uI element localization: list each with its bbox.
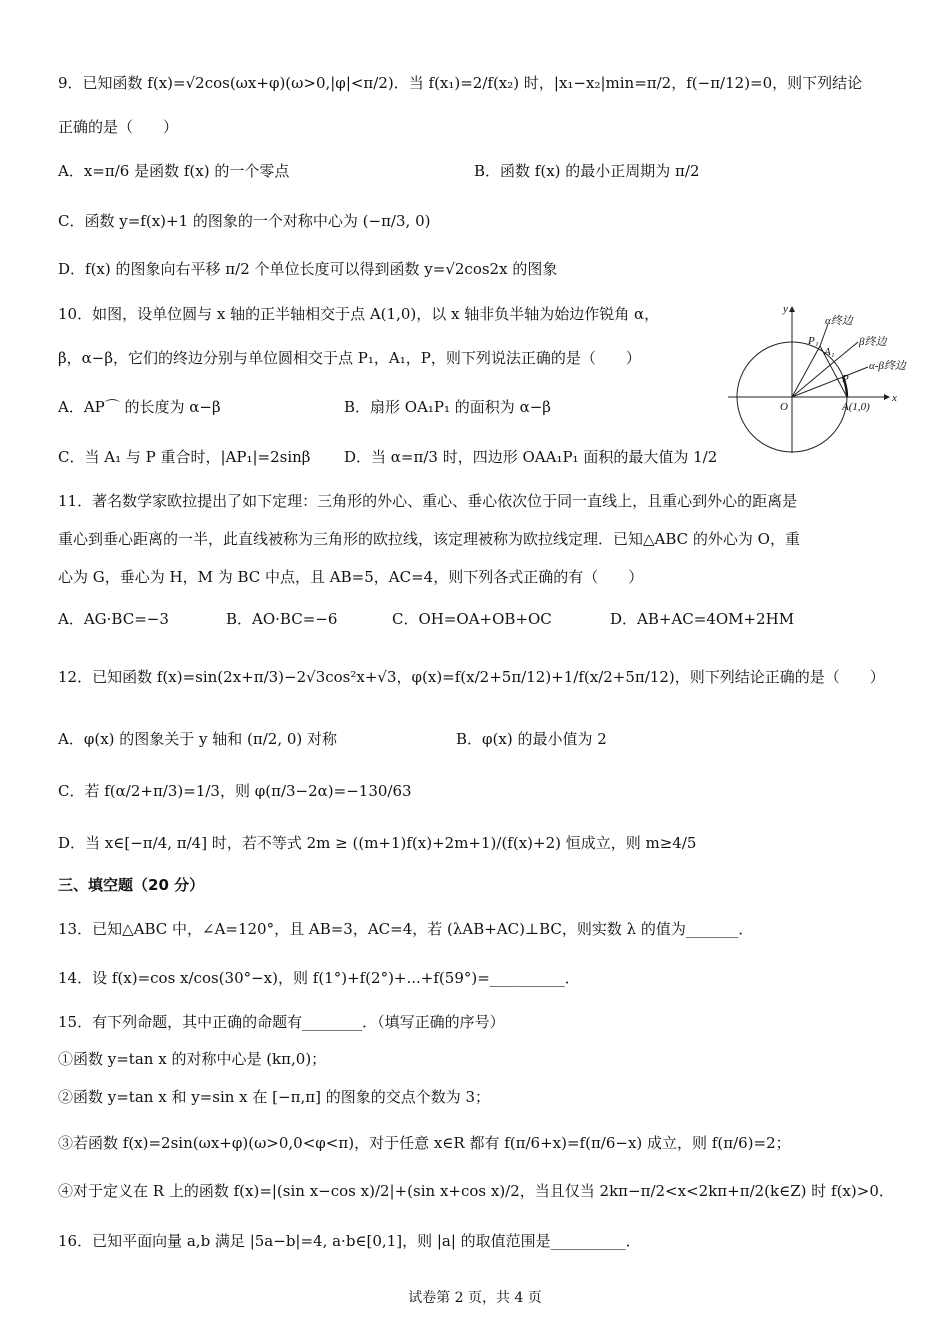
beta-ray-ext [835,342,858,361]
q9-option-b: B．函数 f(x) 的最小正周期为 π/2 [474,162,700,180]
q11-option-c: C．OH=OA+OB+OC [392,610,552,628]
fig-origin-label: O [780,401,788,413]
fig-p1-label: P₁ [808,335,819,347]
q10-stem-line1: 10．如图，设单位圆与 x 轴的正半轴相交于点 A(1,0)，以 x 轴非负半轴为始边作锐角 α， [58,305,660,323]
q14: 14．设 f(x)=cos x/cos(30°−x)，则 f(1°)+f(2°)+...+f(59°)=__________． [58,969,580,987]
fig-p-label: P [842,373,849,385]
q10-option-a: A．AP⌒ 的长度为 α−β [58,398,221,416]
q11-line2: 重心到垂心距离的一半，此直线被称为三角形的欧拉线，该定理被称为欧拉线定理．已知△ABC 的外心为 O，重 [58,530,800,548]
fig-ab-side-label: α-β终边 [869,360,906,372]
x-axis-arrow-icon [884,394,890,400]
alpha-ray-ext [820,324,828,346]
q15-proposition-2: ②函数 y=tan x 和 y=sin x 在 [−π,π] 的图象的交点个数为 3； [58,1088,491,1106]
q9-option-d: D．f(x) 的图象向右平移 π/2 个单位长度可以得到函数 y=√2cos2x 的图象 [58,260,558,278]
fig-y-label: y [783,303,788,315]
y-axis-arrow-icon [789,306,795,312]
fig-alpha-side-label: α终边 [825,315,853,327]
unit-circle-figure [728,298,913,458]
q12-option-d: D．当 x∈[−π/4, π/4] 时，若不等式 2m ≥ ((m+1)f(x)+2m+1)/(f(x)+2) 恒成立，则 m≥4/5 [58,834,697,852]
fig-point-a-label: A(1,0) [842,401,870,413]
section-fill-in-heading: 三、填空题（20 分） [58,876,205,894]
q12-option-c: C．若 f(α/2+π/3)=1/3，则 φ(π/3−2α)=−130/63 [58,782,412,800]
q11-option-d: D．AB+AC=4OM+2HM [610,610,795,628]
q9-option-c: C．函数 y=f(x)+1 的图象的一个对称中心为 (−π/3, 0) [58,212,431,230]
q12-option-a: A．φ(x) 的图象关于 y 轴和 (π/2, 0) 对称 [58,730,338,748]
q10-option-b: B．扇形 OA₁P₁ 的面积为 α−β [344,398,551,416]
q10-option-c: C．当 A₁ 与 P 重合时，|AP₁|=2sinβ [58,448,311,466]
alpha-ray [792,346,820,397]
q15-proposition-3: ③若函数 f(x)=2sin(ωx+φ)(ω>0,0<φ<π)，对于任意 x∈R 都有 f(π/6+x)=f(π/6−x) 成立，则 f(π/6)=2； [58,1134,791,1152]
q16: 16．已知平面向量 a,b 满足 |5a−b|=4, a·b∈[0,1]，则 |a| 的取值范围是__________． [58,1232,641,1250]
q12-stem: 12．已知函数 f(x)=sin(2x+π/3)−2√3cos²x+√3，φ(x)=f(x/2+5π/12)+1/f(x/2+5π/12)，则下列结论正确的是（ ） [58,668,885,686]
fig-a1-label: A₁ [824,346,835,358]
page-footer: 试卷第 2 页，共 4 页 [408,1290,542,1306]
q15-stem: 15．有下列命题，其中正确的命题有________．（填写正确的序号） [58,1013,505,1031]
alpha-minus-beta-ray [792,377,843,397]
q11-option-a: A．AG·BC=−3 [58,610,169,628]
q10-option-d: D．当 α=π/3 时，四边形 OAA₁P₁ 面积的最大值为 1/2 [344,448,718,466]
q10-stem-line2: β，α−β，它们的终边分别与单位圆相交于点 P₁，A₁，P，则下列说法正确的是（ ） [58,349,641,367]
q11-line1: 11．著名数学家欧拉提出了如下定理：三角形的外心、重心、垂心依次位于同一直线上，且重心到外心的距离是 [58,492,798,510]
q15-proposition-1: ①函数 y=tan x 的对称中心是 (kπ,0)； [58,1050,327,1068]
fig-x-label: x [892,392,897,404]
beta-ray [792,361,835,397]
q11-option-b: B．AO·BC=−6 [226,610,338,628]
q9-option-a: A．x=π/6 是函数 f(x) 的一个零点 [58,162,290,180]
q12-option-b: B．φ(x) 的最小值为 2 [456,730,607,748]
fig-beta-side-label: β终边 [859,336,887,348]
q11-line3: 心为 G，垂心为 H，M 为 BC 中点，且 AB=5，AC=4，则下列各式正确的有（ ） [58,568,644,586]
q13: 13．已知△ABC 中，∠A=120°，且 AB=3，AC=4，若 (λAB+AC)⊥BC，则实数 λ 的值为_______． [58,920,754,938]
q15-proposition-4: ④对于定义在 R 上的函数 f(x)=|(sin x−cos x)/2|+(sin x+cos x)/2，当且仅当 2kπ−π/2<x<2kπ+π/2(k∈Z) 时 f(x)>0． [58,1182,894,1200]
q9-stem-line1: 9．已知函数 f(x)=√2cos(ωx+φ)(ω>0,|φ|<π/2)．当 f(x₁)=2/f(x₂) 时，|x₁−x₂|min=π/2，f(−π/12)=0，则下列结论 [58,74,863,92]
q9-stem-line2: 正确的是（ ） [58,118,179,136]
